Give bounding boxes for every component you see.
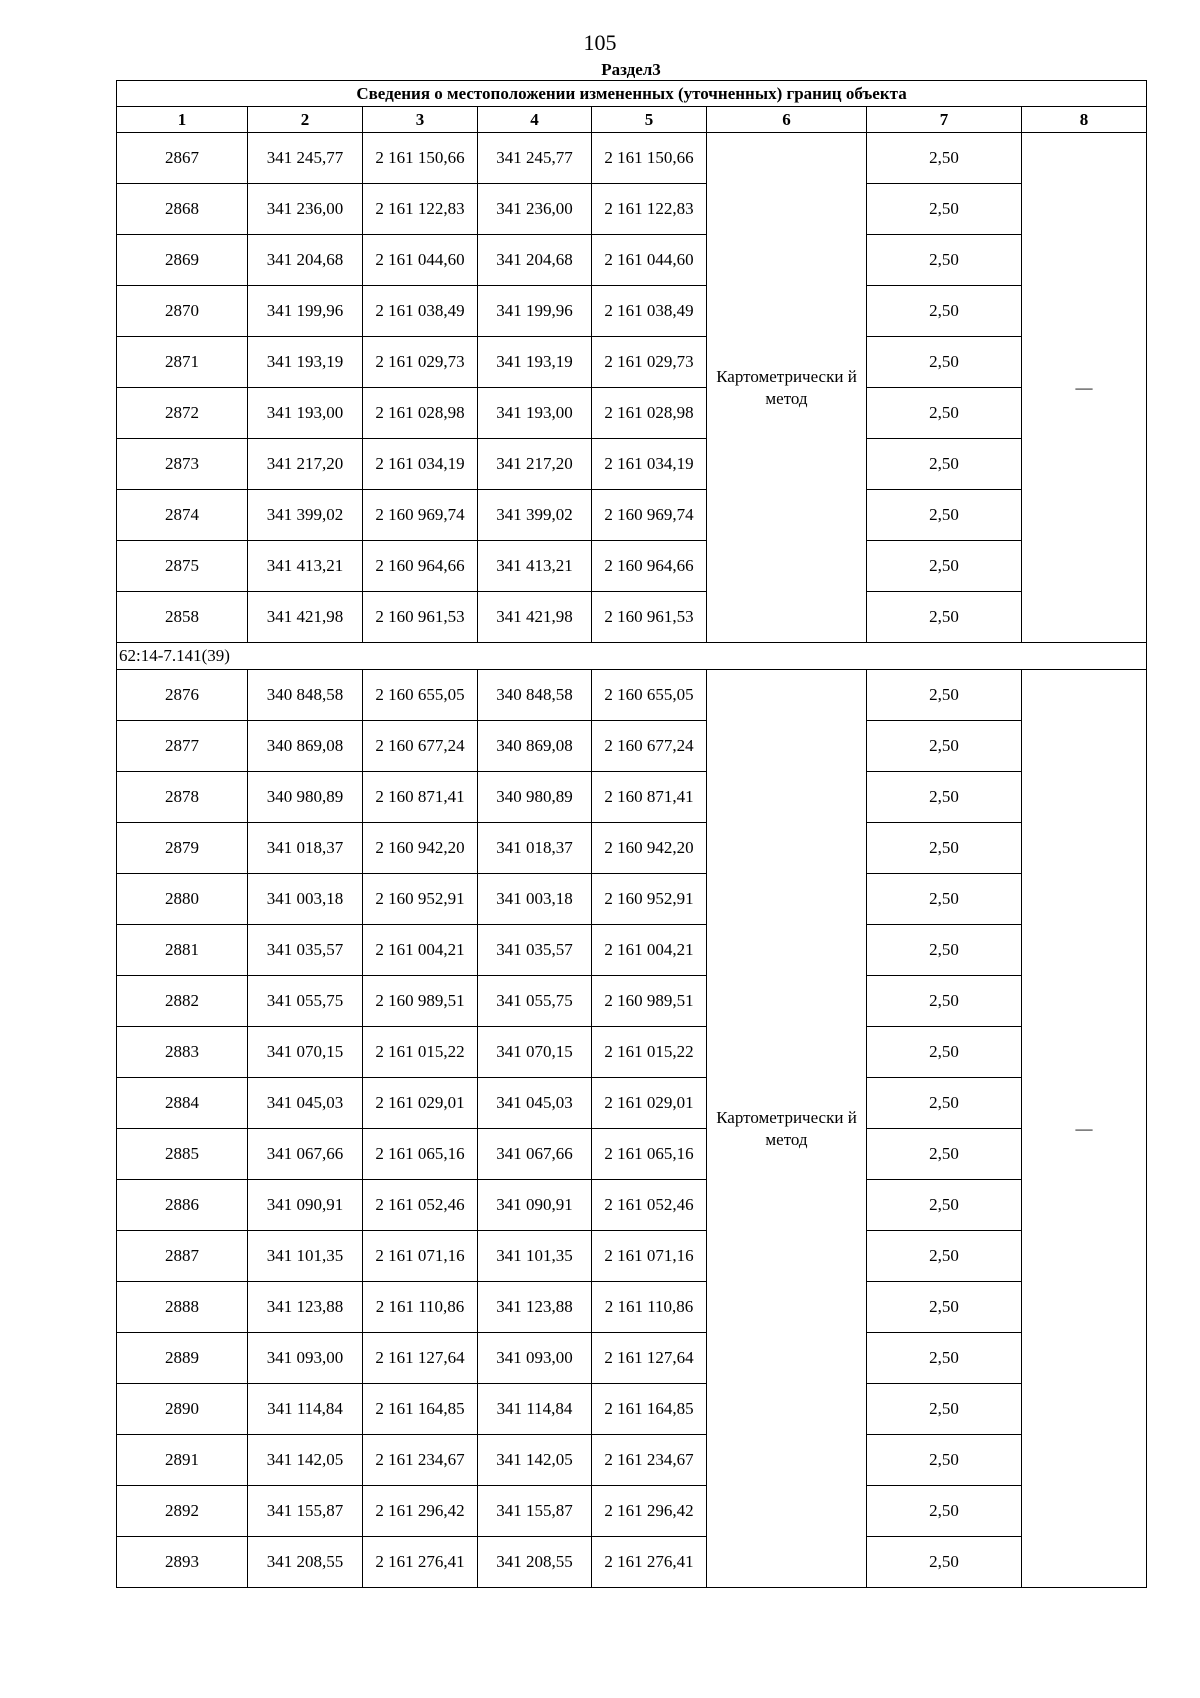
point-number-cell: 2868 — [117, 184, 248, 235]
table-row — [117, 133, 1147, 184]
column-number-3: 3 — [363, 107, 478, 133]
existing-x-cell: 341 399,02 — [248, 490, 363, 541]
table-row — [117, 670, 1147, 721]
table-row — [117, 976, 1147, 1027]
precision-cell: 2,50 — [867, 1027, 1022, 1078]
table-row — [117, 874, 1147, 925]
table-row — [117, 337, 1147, 388]
point-number-cell: 2892 — [117, 1486, 248, 1537]
existing-x-cell: 341 003,18 — [248, 874, 363, 925]
table-row — [117, 1282, 1147, 1333]
existing-y-cell: 2 160 871,41 — [363, 772, 478, 823]
point-number-cell: 2878 — [117, 772, 248, 823]
precision-cell: 2,50 — [867, 286, 1022, 337]
existing-y-cell: 2 161 071,16 — [363, 1231, 478, 1282]
existing-x-cell: 341 193,19 — [248, 337, 363, 388]
precision-cell: 2,50 — [867, 439, 1022, 490]
column-number-1: 1 — [117, 107, 248, 133]
precision-cell: 2,50 — [867, 388, 1022, 439]
new-y-cell: 2 161 276,41 — [592, 1537, 707, 1588]
existing-y-cell: 2 161 110,86 — [363, 1282, 478, 1333]
new-x-cell: 341 193,00 — [478, 388, 592, 439]
existing-y-cell: 2 161 065,16 — [363, 1129, 478, 1180]
new-y-cell: 2 160 942,20 — [592, 823, 707, 874]
table-row — [117, 1384, 1147, 1435]
column-number-row — [117, 107, 1147, 133]
new-y-cell: 2 160 952,91 — [592, 874, 707, 925]
column-number-7: 7 — [867, 107, 1022, 133]
table-row — [117, 1078, 1147, 1129]
new-y-cell: 2 161 122,83 — [592, 184, 707, 235]
existing-y-cell: 2 160 989,51 — [363, 976, 478, 1027]
precision-cell: 2,50 — [867, 823, 1022, 874]
precision-cell: 2,50 — [867, 1384, 1022, 1435]
new-x-cell: 341 208,55 — [478, 1537, 592, 1588]
point-number-cell: 2877 — [117, 721, 248, 772]
existing-x-cell: 341 155,87 — [248, 1486, 363, 1537]
existing-x-cell: 341 245,77 — [248, 133, 363, 184]
point-number-cell: 2867 — [117, 133, 248, 184]
existing-y-cell: 2 160 952,91 — [363, 874, 478, 925]
precision-cell: 2,50 — [867, 976, 1022, 1027]
point-number-cell: 2874 — [117, 490, 248, 541]
precision-cell: 2,50 — [867, 490, 1022, 541]
new-x-cell: 341 413,21 — [478, 541, 592, 592]
precision-cell: 2,50 — [867, 337, 1022, 388]
point-number-cell: 2884 — [117, 1078, 248, 1129]
new-x-cell: 341 070,15 — [478, 1027, 592, 1078]
existing-x-cell: 341 018,37 — [248, 823, 363, 874]
existing-y-cell: 2 160 655,05 — [363, 670, 478, 721]
table-row — [117, 235, 1147, 286]
existing-x-cell: 341 421,98 — [248, 592, 363, 643]
page-number: 105 — [583, 30, 617, 55]
new-x-cell: 341 236,00 — [478, 184, 592, 235]
table-row — [117, 925, 1147, 976]
existing-x-cell: 340 869,08 — [248, 721, 363, 772]
table-row — [117, 541, 1147, 592]
precision-cell: 2,50 — [867, 541, 1022, 592]
new-x-cell: 341 067,66 — [478, 1129, 592, 1180]
new-y-cell: 2 161 071,16 — [592, 1231, 707, 1282]
boundary-coordinates-table — [116, 80, 1147, 1588]
point-number-cell: 2881 — [117, 925, 248, 976]
new-x-cell: 340 848,58 — [478, 670, 592, 721]
existing-y-cell: 2 161 276,41 — [363, 1537, 478, 1588]
existing-y-cell: 2 160 961,53 — [363, 592, 478, 643]
new-x-cell: 341 055,75 — [478, 976, 592, 1027]
table-row — [117, 772, 1147, 823]
table-row — [117, 721, 1147, 772]
new-x-cell: 341 003,18 — [478, 874, 592, 925]
existing-x-cell: 341 208,55 — [248, 1537, 363, 1588]
new-x-cell: 341 199,96 — [478, 286, 592, 337]
existing-x-cell: 341 114,84 — [248, 1384, 363, 1435]
table-row — [117, 1333, 1147, 1384]
column-number-4: 4 — [478, 107, 592, 133]
new-x-cell: 341 245,77 — [478, 133, 592, 184]
column-number-8: 8 — [1022, 107, 1147, 133]
point-number-cell: 2887 — [117, 1231, 248, 1282]
new-y-cell: 2 161 004,21 — [592, 925, 707, 976]
new-x-cell: 341 123,88 — [478, 1282, 592, 1333]
existing-x-cell: 341 193,00 — [248, 388, 363, 439]
new-y-cell: 2 161 029,01 — [592, 1078, 707, 1129]
point-number-cell: 2869 — [117, 235, 248, 286]
existing-y-cell: 2 160 942,20 — [363, 823, 478, 874]
new-y-cell: 2 161 028,98 — [592, 388, 707, 439]
point-number-cell: 2888 — [117, 1282, 248, 1333]
new-y-cell: 2 161 015,22 — [592, 1027, 707, 1078]
new-x-cell: 341 193,19 — [478, 337, 592, 388]
existing-y-cell: 2 161 038,49 — [363, 286, 478, 337]
point-number-cell: 2870 — [117, 286, 248, 337]
precision-cell: 2,50 — [867, 1231, 1022, 1282]
new-x-cell: 341 217,20 — [478, 439, 592, 490]
existing-x-cell: 341 045,03 — [248, 1078, 363, 1129]
method-cell: Картометрически й метод — [707, 670, 867, 1588]
existing-y-cell: 2 161 127,64 — [363, 1333, 478, 1384]
precision-cell: 2,50 — [867, 1282, 1022, 1333]
precision-cell: 2,50 — [867, 721, 1022, 772]
existing-y-cell: 2 160 677,24 — [363, 721, 478, 772]
column-8-cell: — — [1022, 670, 1147, 1588]
new-y-cell: 2 160 677,24 — [592, 721, 707, 772]
table-row — [117, 490, 1147, 541]
new-y-cell: 2 160 964,66 — [592, 541, 707, 592]
table-row — [117, 592, 1147, 643]
method-cell: Картометрически й метод — [707, 133, 867, 643]
column-number-5: 5 — [592, 107, 707, 133]
new-y-cell: 2 161 150,66 — [592, 133, 707, 184]
point-number-cell: 2891 — [117, 1435, 248, 1486]
new-x-cell: 341 045,03 — [478, 1078, 592, 1129]
object-label-row — [117, 643, 1147, 670]
point-number-cell: 2880 — [117, 874, 248, 925]
existing-y-cell: 2 160 964,66 — [363, 541, 478, 592]
table-row — [117, 1537, 1147, 1588]
precision-cell: 2,50 — [867, 235, 1022, 286]
new-y-cell: 2 161 110,86 — [592, 1282, 707, 1333]
new-y-cell: 2 161 127,64 — [592, 1333, 707, 1384]
object-label: 62:14-7.141(39) — [117, 643, 1147, 670]
new-x-cell: 341 142,05 — [478, 1435, 592, 1486]
point-number-cell: 2890 — [117, 1384, 248, 1435]
existing-x-cell: 341 067,66 — [248, 1129, 363, 1180]
new-y-cell: 2 161 034,19 — [592, 439, 707, 490]
table-title-row — [117, 81, 1147, 107]
new-x-cell: 340 980,89 — [478, 772, 592, 823]
table-row — [117, 184, 1147, 235]
existing-x-cell: 341 236,00 — [248, 184, 363, 235]
point-number-cell: 2879 — [117, 823, 248, 874]
existing-y-cell: 2 161 004,21 — [363, 925, 478, 976]
point-number-cell: 2886 — [117, 1180, 248, 1231]
point-number-cell: 2885 — [117, 1129, 248, 1180]
precision-cell: 2,50 — [867, 1129, 1022, 1180]
section-title: Раздел3 — [601, 60, 661, 79]
precision-cell: 2,50 — [867, 184, 1022, 235]
new-x-cell: 341 155,87 — [478, 1486, 592, 1537]
existing-y-cell: 2 161 150,66 — [363, 133, 478, 184]
new-x-cell: 341 090,91 — [478, 1180, 592, 1231]
existing-x-cell: 341 217,20 — [248, 439, 363, 490]
new-x-cell: 341 101,35 — [478, 1231, 592, 1282]
existing-x-cell: 341 199,96 — [248, 286, 363, 337]
new-x-cell: 341 018,37 — [478, 823, 592, 874]
existing-x-cell: 341 204,68 — [248, 235, 363, 286]
new-x-cell: 341 035,57 — [478, 925, 592, 976]
column-number-6: 6 — [707, 107, 867, 133]
new-y-cell: 2 160 961,53 — [592, 592, 707, 643]
existing-y-cell: 2 161 029,01 — [363, 1078, 478, 1129]
existing-x-cell: 341 123,88 — [248, 1282, 363, 1333]
new-x-cell: 341 204,68 — [478, 235, 592, 286]
new-y-cell: 2 161 038,49 — [592, 286, 707, 337]
existing-x-cell: 341 035,57 — [248, 925, 363, 976]
new-y-cell: 2 161 296,42 — [592, 1486, 707, 1537]
existing-y-cell: 2 161 044,60 — [363, 235, 478, 286]
precision-cell: 2,50 — [867, 1537, 1022, 1588]
precision-cell: 2,50 — [867, 1486, 1022, 1537]
precision-cell: 2,50 — [867, 1180, 1022, 1231]
existing-x-cell: 341 055,75 — [248, 976, 363, 1027]
new-y-cell: 2 161 052,46 — [592, 1180, 707, 1231]
point-number-cell: 2873 — [117, 439, 248, 490]
new-y-cell: 2 160 989,51 — [592, 976, 707, 1027]
new-x-cell: 341 399,02 — [478, 490, 592, 541]
table-row — [117, 388, 1147, 439]
point-number-cell: 2889 — [117, 1333, 248, 1384]
existing-y-cell: 2 161 029,73 — [363, 337, 478, 388]
document-body — [116, 60, 1146, 1588]
new-y-cell: 2 161 044,60 — [592, 235, 707, 286]
existing-y-cell: 2 161 015,22 — [363, 1027, 478, 1078]
table-row — [117, 286, 1147, 337]
precision-cell: 2,50 — [867, 1333, 1022, 1384]
new-x-cell: 341 421,98 — [478, 592, 592, 643]
existing-y-cell: 2 161 052,46 — [363, 1180, 478, 1231]
table-row — [117, 1435, 1147, 1486]
existing-y-cell: 2 161 034,19 — [363, 439, 478, 490]
point-number-cell: 2872 — [117, 388, 248, 439]
new-x-cell: 341 093,00 — [478, 1333, 592, 1384]
existing-x-cell: 341 142,05 — [248, 1435, 363, 1486]
table-row — [117, 439, 1147, 490]
existing-x-cell: 341 413,21 — [248, 541, 363, 592]
precision-cell: 2,50 — [867, 874, 1022, 925]
precision-cell: 2,50 — [867, 925, 1022, 976]
new-y-cell: 2 161 234,67 — [592, 1435, 707, 1486]
table-title: Сведения о местоположении измененных (уточненных) границ объекта — [117, 81, 1147, 107]
table-row — [117, 1129, 1147, 1180]
precision-cell: 2,50 — [867, 592, 1022, 643]
existing-x-cell: 340 980,89 — [248, 772, 363, 823]
precision-cell: 2,50 — [867, 1435, 1022, 1486]
new-y-cell: 2 160 969,74 — [592, 490, 707, 541]
existing-x-cell: 341 101,35 — [248, 1231, 363, 1282]
table-row — [117, 1231, 1147, 1282]
existing-y-cell: 2 161 028,98 — [363, 388, 478, 439]
new-y-cell: 2 161 029,73 — [592, 337, 707, 388]
existing-x-cell: 341 093,00 — [248, 1333, 363, 1384]
new-y-cell: 2 160 871,41 — [592, 772, 707, 823]
new-y-cell: 2 161 065,16 — [592, 1129, 707, 1180]
existing-x-cell: 340 848,58 — [248, 670, 363, 721]
column-8-cell: — — [1022, 133, 1147, 643]
point-number-cell: 2858 — [117, 592, 248, 643]
column-number-2: 2 — [248, 107, 363, 133]
precision-cell: 2,50 — [867, 133, 1022, 184]
point-number-cell: 2893 — [117, 1537, 248, 1588]
new-x-cell: 340 869,08 — [478, 721, 592, 772]
point-number-cell: 2882 — [117, 976, 248, 1027]
existing-x-cell: 341 090,91 — [248, 1180, 363, 1231]
table-row — [117, 1027, 1147, 1078]
point-number-cell: 2876 — [117, 670, 248, 721]
table-row — [117, 823, 1147, 874]
precision-cell: 2,50 — [867, 1078, 1022, 1129]
table-row — [117, 1180, 1147, 1231]
existing-y-cell: 2 161 122,83 — [363, 184, 478, 235]
new-x-cell: 341 114,84 — [478, 1384, 592, 1435]
new-y-cell: 2 161 164,85 — [592, 1384, 707, 1435]
precision-cell: 2,50 — [867, 670, 1022, 721]
point-number-cell: 2871 — [117, 337, 248, 388]
existing-y-cell: 2 161 296,42 — [363, 1486, 478, 1537]
point-number-cell: 2875 — [117, 541, 248, 592]
existing-y-cell: 2 161 234,67 — [363, 1435, 478, 1486]
point-number-cell: 2883 — [117, 1027, 248, 1078]
table-row — [117, 1486, 1147, 1537]
existing-y-cell: 2 161 164,85 — [363, 1384, 478, 1435]
precision-cell: 2,50 — [867, 772, 1022, 823]
existing-y-cell: 2 160 969,74 — [363, 490, 478, 541]
new-y-cell: 2 160 655,05 — [592, 670, 707, 721]
existing-x-cell: 341 070,15 — [248, 1027, 363, 1078]
